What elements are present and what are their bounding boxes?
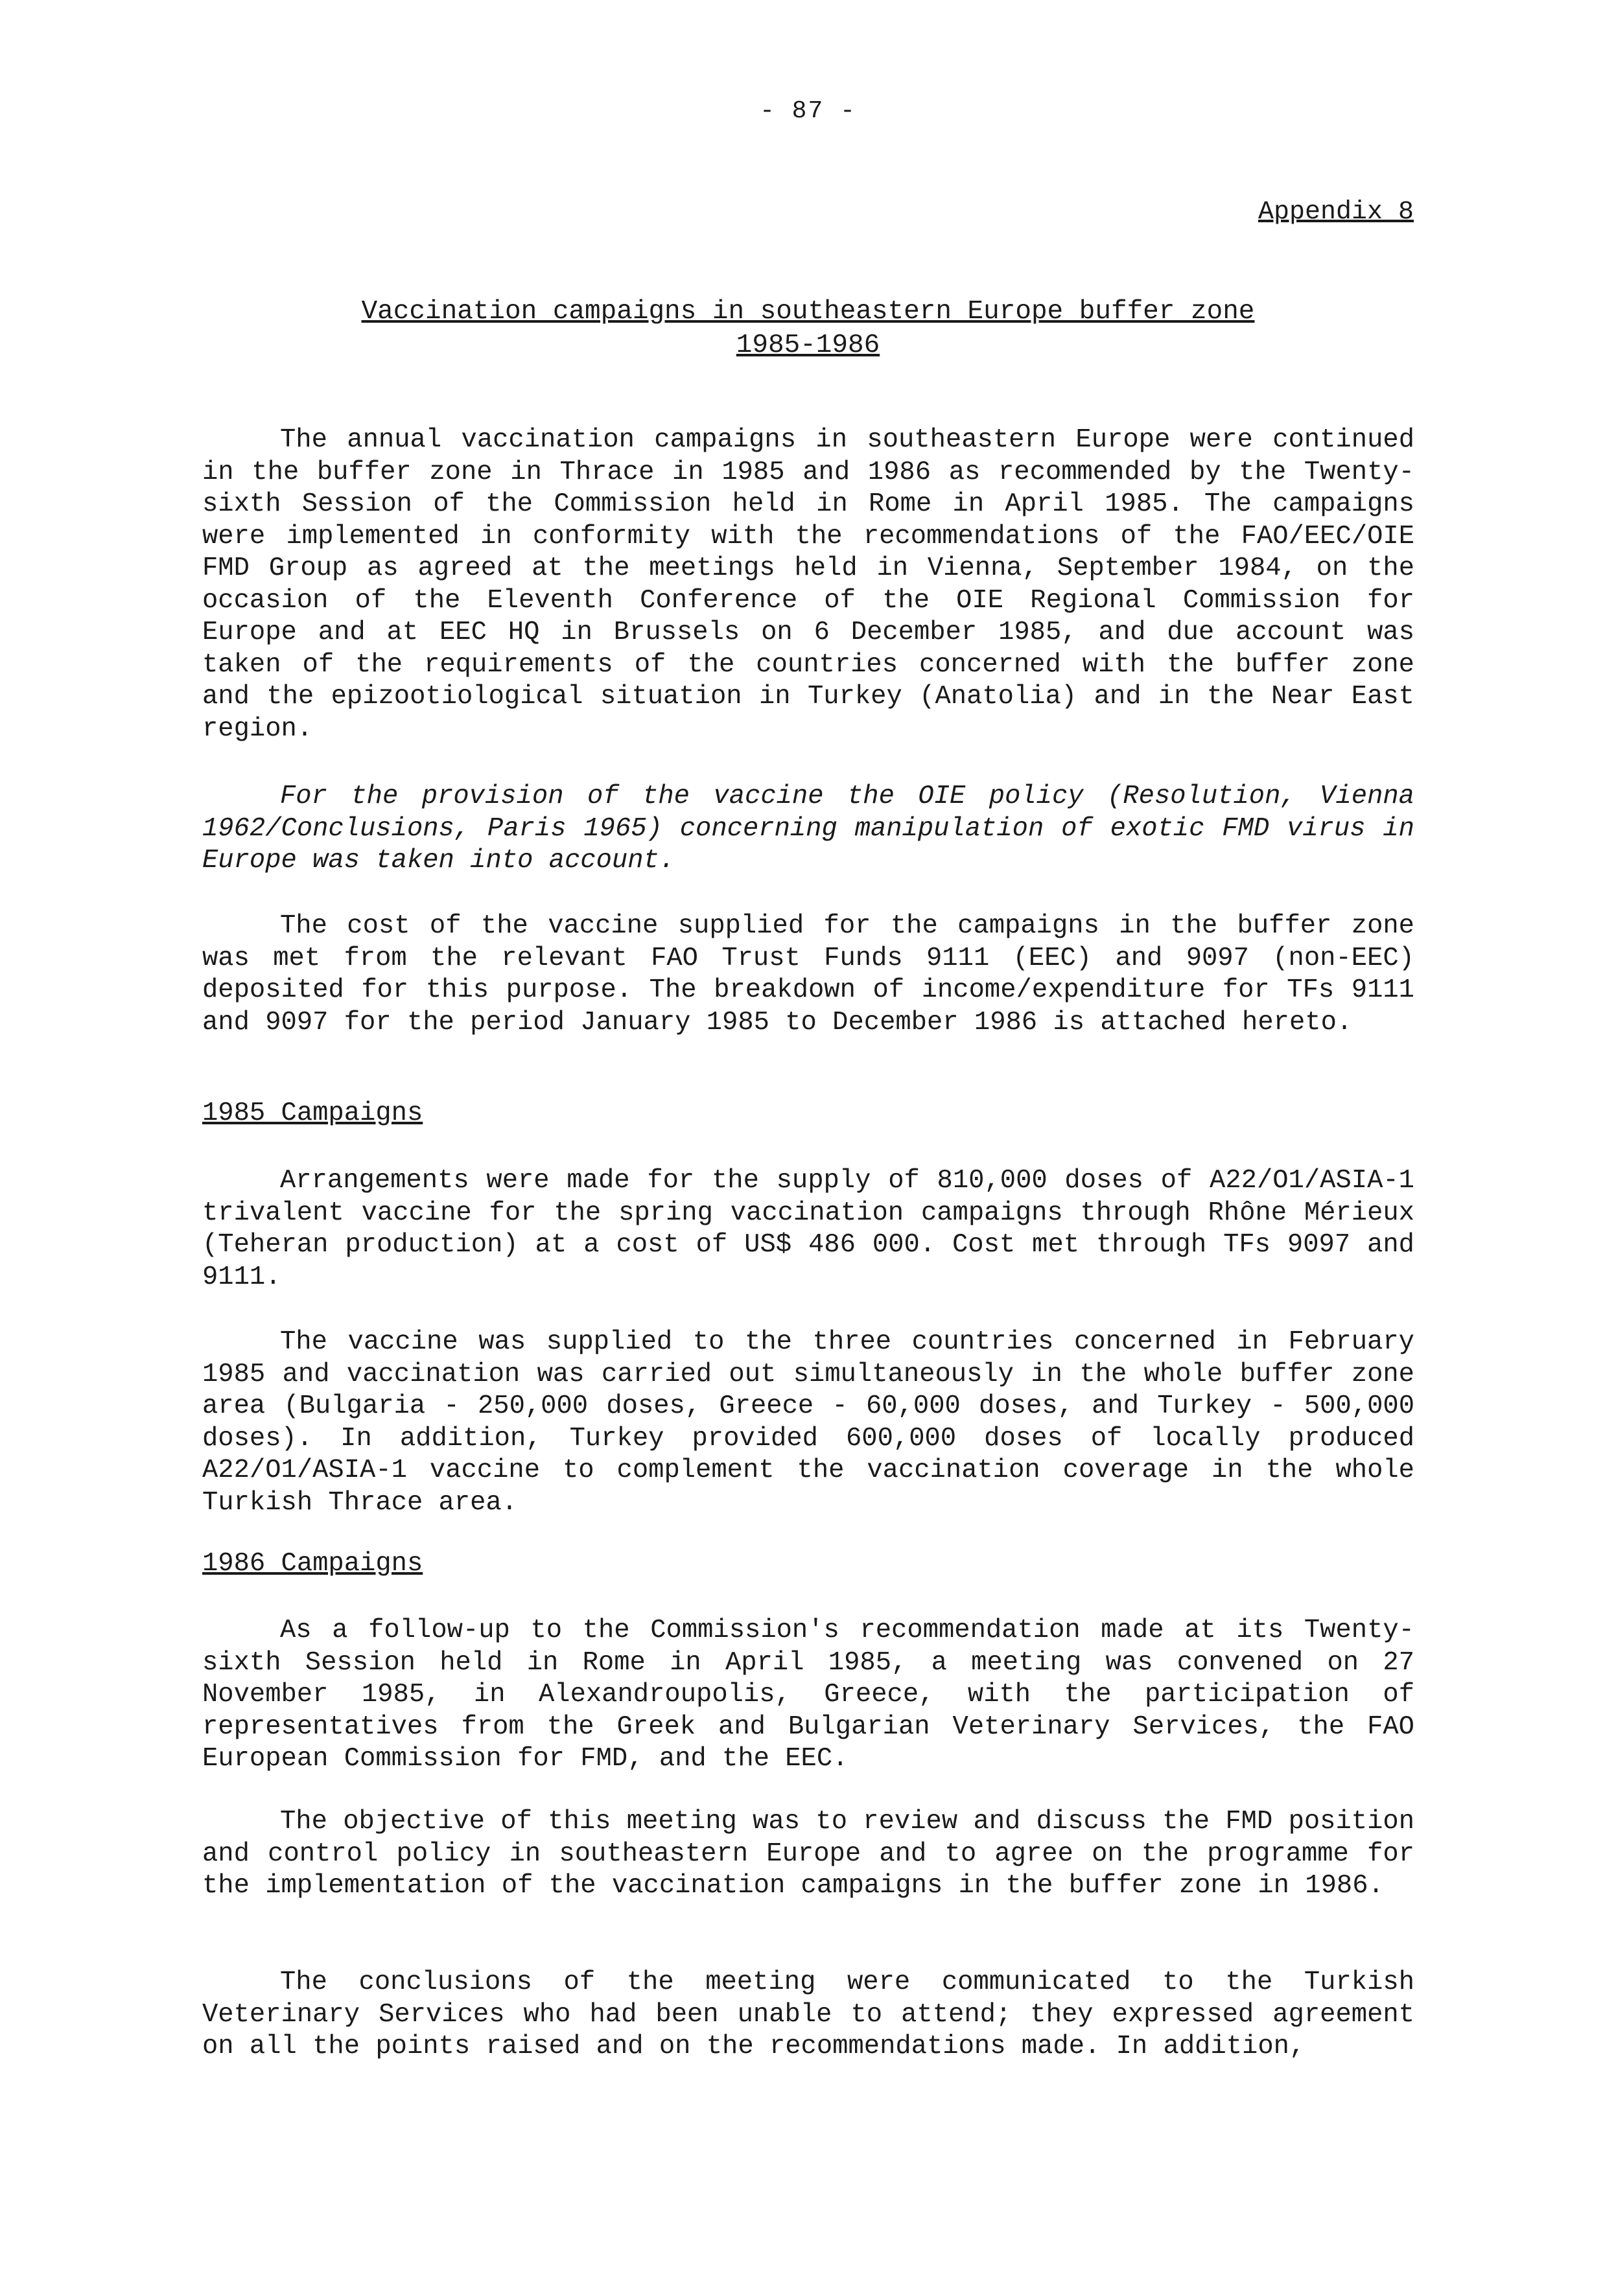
paragraph-text: For the provision of the vaccine the OIE policy (Resolution, Vienna 1962/Conclusions, Paris 1965) concerning manipulation of exotic FMD virus in Europe was taken into account.: [202, 782, 1414, 875]
paragraph-text: The vaccine was supplied to the three countries concerned in February 1985 and vaccination was carried out simultaneously in the whole buffer zone area (Bulgaria - 250,000 doses, Greece - 60,000 doses, and Turkey - 500,000 doses). In addition, Turkey provided 600,000 doses of locally produced A22/O1/ASIA-1 vaccine to complement the vaccination coverage in the whole Turkish Thrace area.: [202, 1327, 1414, 1518]
paragraph-text: The cost of the vaccine supplied for the campaigns in the buffer zone was met from the relevant FAO Trust Funds 9111 (EEC) and 9097 (non-EEC) deposited for this purpose. The breakdown of income/expenditure for TFs 9111 and 9097 for the period January 1985 to December 1986 is attached hereto.: [202, 911, 1414, 1038]
title-line-2: 1985-1986: [736, 330, 880, 360]
paragraph-text: The annual vaccination campaigns in southeastern Europe were continued in the buffer zone in Thrace in 1985 and 1986 as recommended by the Twenty-sixth Session of the Commission held in Rome in April 1985. The campaigns were implemented in conformity with the recommendations of the FAO/EEC/OIE FMD Group as agreed at the meetings held in Vienna, September 1984, on the occasion of the Eleventh Conference of the OIE Regional Commission for Europe and at EEC HQ in Brussels on 6 December 1985, and due account was taken of the requirements of the countries concerned with the buffer zone and the epizootiological situation in Turkey (Anatolia) and in the Near East region.: [202, 425, 1414, 744]
paragraph-text: Arrangements were made for the supply of 810,000 doses of A22/O1/ASIA-1 trivalent vaccine for the spring vaccination campaigns through Rhône Mérieux (Teheran production) at a cost of US$ 486 000. Cost met through TFs 9097 and 9111.: [202, 1166, 1414, 1292]
paragraph-2: [202, 781, 1414, 877]
title-line-1: Vaccination campaigns in southeastern Europe buffer zone: [361, 297, 1255, 327]
paragraph-text: The conclusions of the meeting were communicated to the Turkish Veterinary Services who had been unable to attend; they expressed agreement on all the points raised and on the recommendations made. In addition,: [202, 1967, 1414, 2061]
heading-1985-campaigns: 1985 Campaigns: [202, 1098, 423, 1128]
paragraph-3: [202, 910, 1414, 1039]
paragraph-text: The objective of this meeting was to review and discuss the FMD position and control policy in southeastern Europe and to agree on the programme for the implementation of the vaccination campaigns in the buffer zone in 1986.: [202, 1807, 1414, 1901]
heading-1986-campaigns: 1986 Campaigns: [202, 1549, 423, 1579]
paragraph-6: [202, 1615, 1414, 1776]
paragraph-4: [202, 1165, 1414, 1293]
paragraph-7: [202, 1806, 1414, 1903]
paragraph-5: [202, 1327, 1414, 1519]
paragraph-8: [202, 1967, 1414, 2063]
paragraph-text: As a follow-up to the Commission's recommendation made at its Twenty-sixth Session held in Rome in April 1985, a meeting was convened on 27 November 1985, in Alexandroupolis, Greece, with the participation of representatives from the Greek and Bulgarian Veterinary Services, the FAO European Commission for FMD, and the EEC.: [202, 1616, 1414, 1774]
appendix-label: Appendix 8: [1258, 198, 1414, 227]
paragraph-1: [202, 424, 1414, 745]
document-title: [0, 295, 1616, 362]
page-number: - 87 -: [760, 97, 856, 125]
